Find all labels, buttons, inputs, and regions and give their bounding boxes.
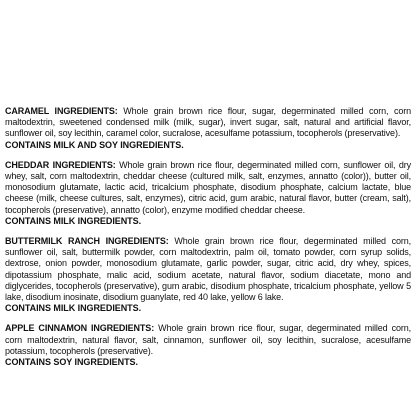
ingredient-blocks [5,106,411,377]
ingredient-section-cheddar [5,160,411,227]
ingredient-list: Whole grain brown rice flour, sugar, degerminated milled corn, corn maltodextrin, sweetened condensed milk (milk, sugar), invert sugar, salt, natural and artificial flavor, sunflower oil, soy lecithin, caramel color, sucralose, acesulfame potassium, tocopherols (preservative). [5,106,412,139]
section-heading: CARAMEL INGREDIENTS: [5,106,118,116]
ingredient-section-buttermilk-ranch [5,236,411,314]
allergen-statement: CONTAINS MILK INGREDIENTS. [5,215,142,226]
ingredient-list: Whole grain brown rice flour, sugar, degerminated milled corn, corn maltodextrin, natural flavor, salt, cinnamon, sunflower oil, soy lecithin, sucralose, acesulfame potassium, tocopherols (preservative). [5,323,411,356]
allergen-statement: CONTAINS MILK AND SOY INGREDIENTS. [5,139,184,150]
ingredient-section-caramel [5,106,411,151]
ingredient-paragraph [5,323,411,357]
ingredient-paragraph [5,236,411,303]
section-heading: APPLE CINNAMON INGREDIENTS: [5,323,155,334]
ingredient-paragraph [5,106,411,140]
section-heading: BUTTERMILK RANCH INGREDIENTS: [5,236,169,247]
allergen-statement: CONTAINS SOY INGREDIENTS. [5,357,138,368]
section-heading: CHEDDAR INGREDIENTS: [5,159,116,170]
allergen-statement: CONTAINS MILK INGREDIENTS. [5,303,142,314]
ingredient-paragraph [5,160,411,216]
ingredient-section-apple-cinnamon [5,323,411,368]
ingredient-list: Whole grain brown rice flour, degerminated milled corn, sunflower oil, dry whey, salt, corn maltodextrin, cheddar cheese (cultured milk, salt, enzymes, annatto (color)), butter oil, monosodium glutamate, lactic acid, tricalcium phosphate, disodium phosphate, calcium lactate, blue cheese (milk, cheese cultures, salt, enzymes), citric acid, gum arabic, natural flavor, butter (cream, salt), tocopherols (preservative), annatto (color), enzyme modified cheddar cheese. [5,159,411,215]
ingredient-list: Whole grain brown rice flour, degerminated milled corn, sunflower oil, salt, buttermilk powder, corn maltodextrin, palm oil, tomato powder, corn syrup solids, dextrose, onion powder, monosodium glutamate, garlic powder, sugar, citric acid, dry whey, spices, dipotassium phosphate, malic acid, sodium acetate, natural flavor, sodium diacetate, mono and diglycerides, tocopherols (preservative), gum arabic, disodium phosphate, tricalcium phosphate, yellow 5 lake, disodium inosinate, disodium guanylate, red 40 lake, yellow 6 lake. [5,236,412,303]
